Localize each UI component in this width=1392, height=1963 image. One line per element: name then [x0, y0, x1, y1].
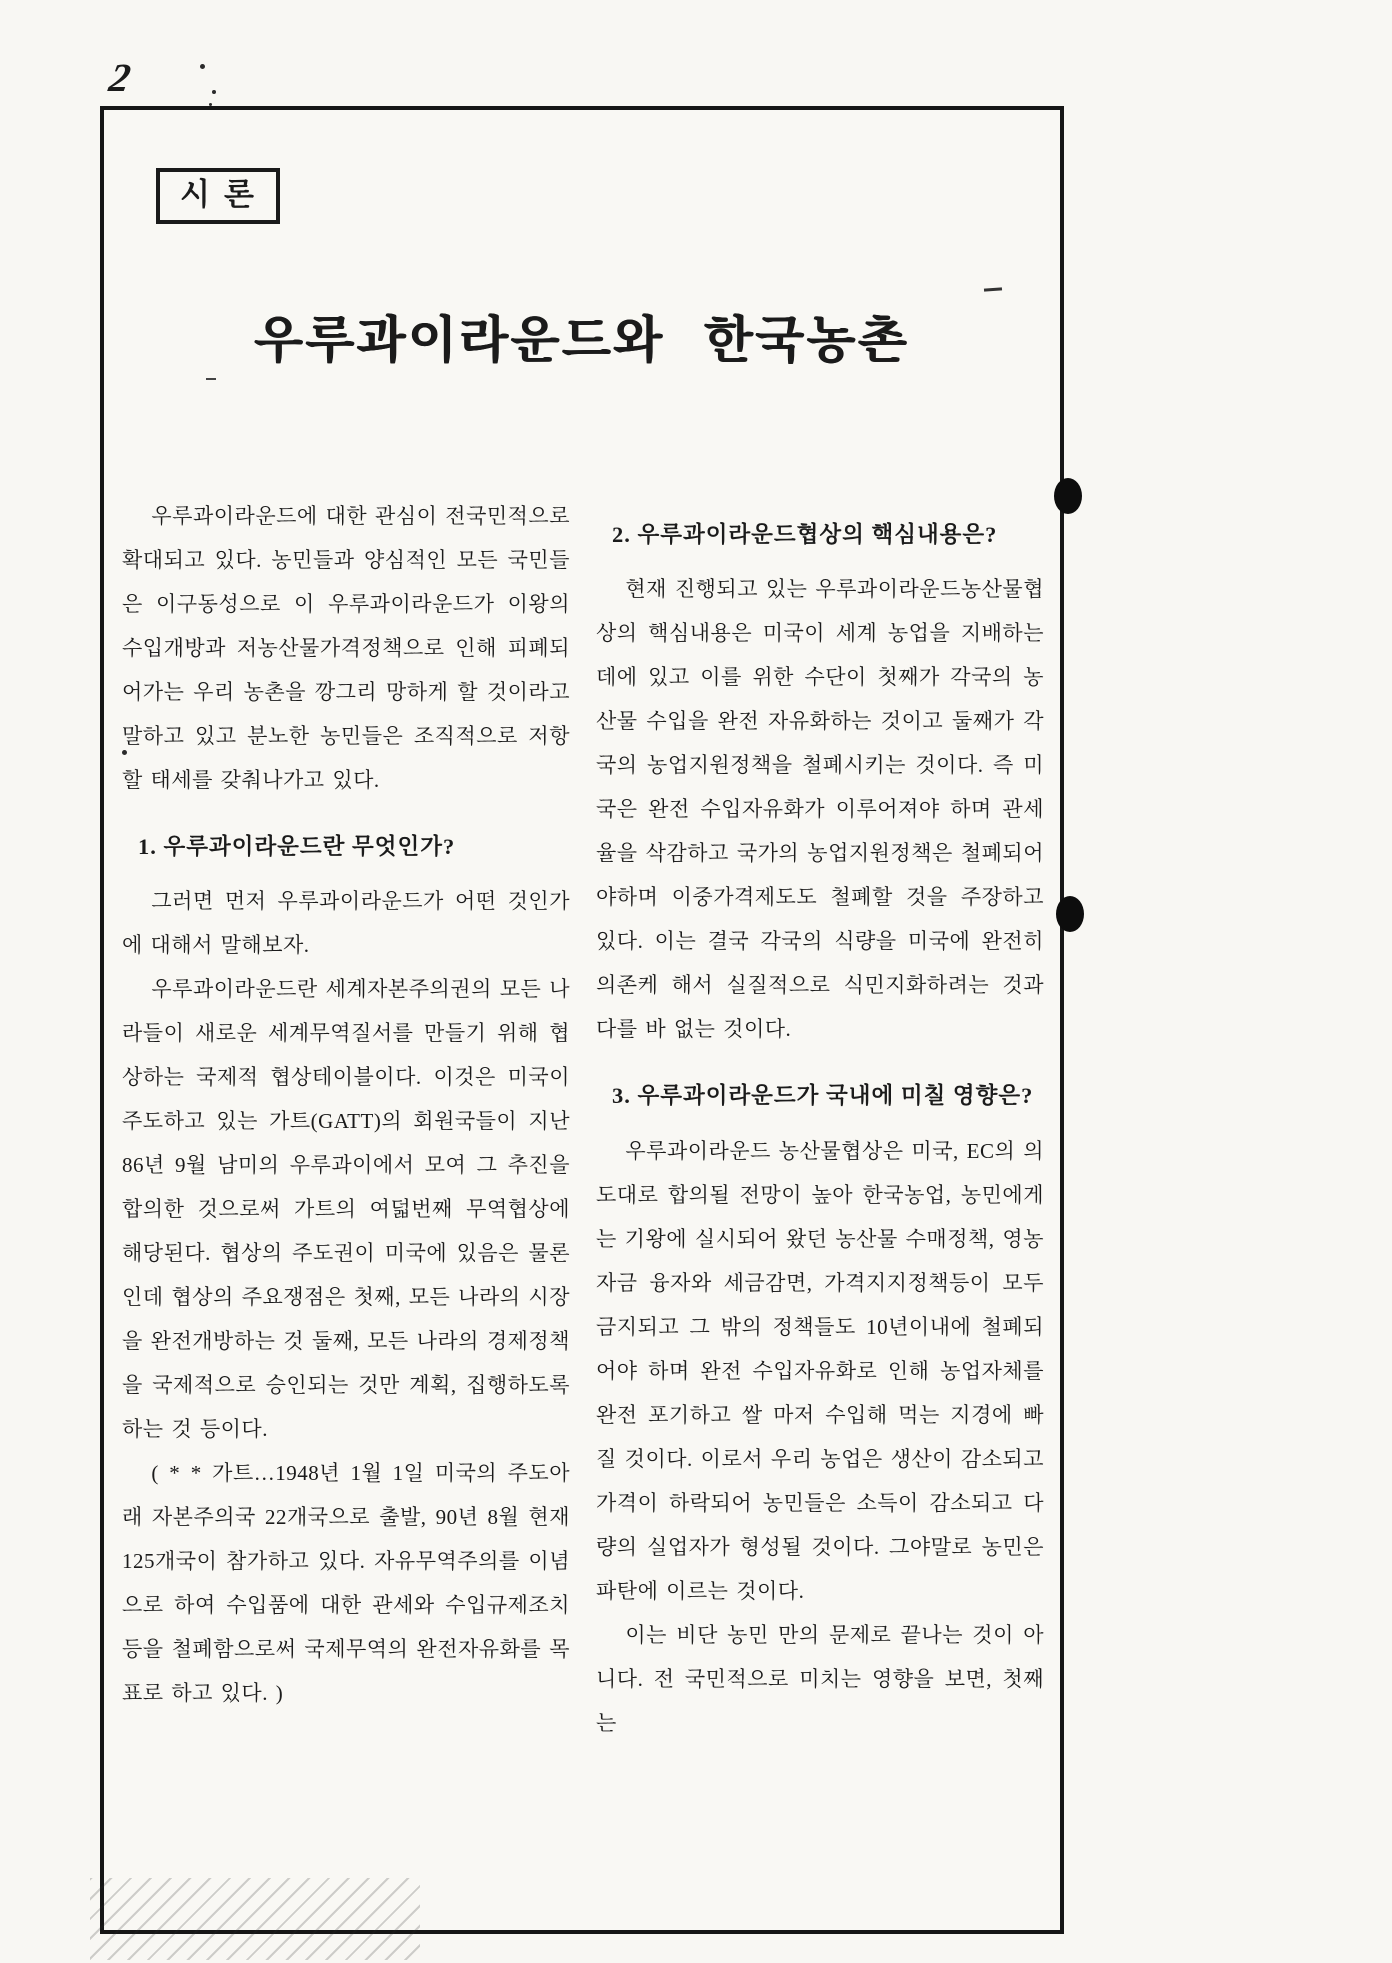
section-2-paragraph-1: 현재 진행되고 있는 우루과이라운드농산물협상의 핵심내용은 미국이 세계 농업을 지배하는 데에 있고 이를 위한 수단이 첫째가 각국의 농산물 수입을 완전 자유화하는 것이고 둘째가 각국의 농업지원정책을 철폐시키는 것이다. 즉 미국은 완전 수입자유화가 이루어져야 하며 관세율을 삭감하고 국가의 농업지원정책은 철폐되어야하며 이중가격제도도 철폐할 것을 주장하고 있다. 이는 결국 각국의 식량을 미국에 완전히 의존케 해서 실질적으로 식민지화하려는 것과 다를 바 없는 것이다.	[596, 577, 1044, 1042]
article-frame	[100, 106, 1064, 1934]
section-3-paragraph-1: 우루과이라운드 농산물협상은 미국, EC의 의도대로 합의될 전망이 높아 한국농업, 농민에게는 기왕에 실시되어 왔던 농산물 수매정책, 영농자금 융자와 세금감면, 가격지지정책등이 모두 금지되고 그 밖의 정책들도 10년이내에 철폐되어야 하며 완전 수입자유화로 인해 농업자체를 완전 포기하고 쌀 마저 수입해 먹는 지경에 빠질 것이다. 이로서 우리 농업은 생산이 감소되고 가격이 하락되어 농민들은 소득이 감소되고 다량의 실업자가 형성될 것이다. 그야말로 농민은 파탄에 이르는 것이다.	[596, 1138, 1044, 1603]
binding-mark-bottom	[1056, 896, 1084, 932]
gatt-footnote: ( * * 가트…1948년 1월 1일 미국의 주도아래 자본주의국 22개국으로 출발, 90년 8월 현재 125개국이 참가하고 있다. 자유무역주의를 이념으로 하여 수입품에 대한 관세와 수입규제조치등을 철폐함으로써 국제무역의 완전자유화를 목표로 하고 있다. )	[122, 1461, 570, 1706]
left-column	[122, 494, 570, 1745]
intro-paragraph: 우루과이라운드에 대한 관심이 전국민적으로 확대되고 있다. 농민들과 양심적인 모든 국민들은 이구동성으로 이 우루과이라운드가 이왕의 수입개방과 저농산물가격정책으로 인해 피폐되어가는 우리 농촌을 깡그리 망하게 할 것이라고 말하고 있고 분노한 농민들은 조직적으로 저항할 태세를 갖춰나가고 있다.	[122, 504, 570, 792]
section-1-heading: 1. 우루과이라운드란 무엇인가?	[138, 834, 456, 859]
scan-speck	[200, 64, 205, 69]
section-label: 시론	[180, 177, 268, 212]
binding-mark-top	[1054, 478, 1082, 514]
article-columns	[104, 494, 1060, 1745]
scan-speck	[212, 90, 216, 94]
section-1-paragraph-1: 그러면 먼저 우루과이라운드가 어떤 것인가에 대해서 말해보자.	[122, 889, 570, 958]
right-column	[596, 494, 1044, 1745]
scan-tick-mark	[206, 378, 216, 380]
article-title: 우루과이라운드와 한국농촌	[254, 312, 910, 368]
section-1-paragraph-2: 우루과이라운드란 세계자본주의권의 모든 나라들이 새로운 세계무역질서를 만들기 위해 협상하는 국제적 협상테이블이다. 이것은 미국이 주도하고 있는 가트(GATT)의 회원국들이 지난 86년 9월 남미의 우루과이에서 모여 그 추진을 합의한 것으로써 가트의 여덟번째 무역협상에 해당된다. 협상의 주도권이 미국에 있음은 물론인데 협상의 주요쟁점은 첫째, 모든 나라의 시장을 완전개방하는 것 둘째, 모든 나라의 경제정책을 국제적으로 승인되는 것만 계획, 집행하도록 하는 것 등이다.	[122, 977, 570, 1442]
section-2-heading: 2. 우루과이라운드협상의 핵심내용은?	[612, 522, 998, 547]
scan-artifact-streaks	[90, 1878, 420, 1960]
section-3-paragraph-2: 이는 비단 농민 만의 문제로 끝나는 것이 아니다. 전 국민적으로 미치는 영향을 보면, 첫째는	[596, 1622, 1044, 1735]
scan-speck	[122, 750, 127, 755]
page-number: 2	[106, 55, 134, 100]
section-label-box	[156, 168, 280, 224]
scan-speck	[209, 103, 212, 106]
section-3-heading: 3. 우루과이라운드가 국내에 미칠 영향은?	[612, 1083, 1034, 1109]
